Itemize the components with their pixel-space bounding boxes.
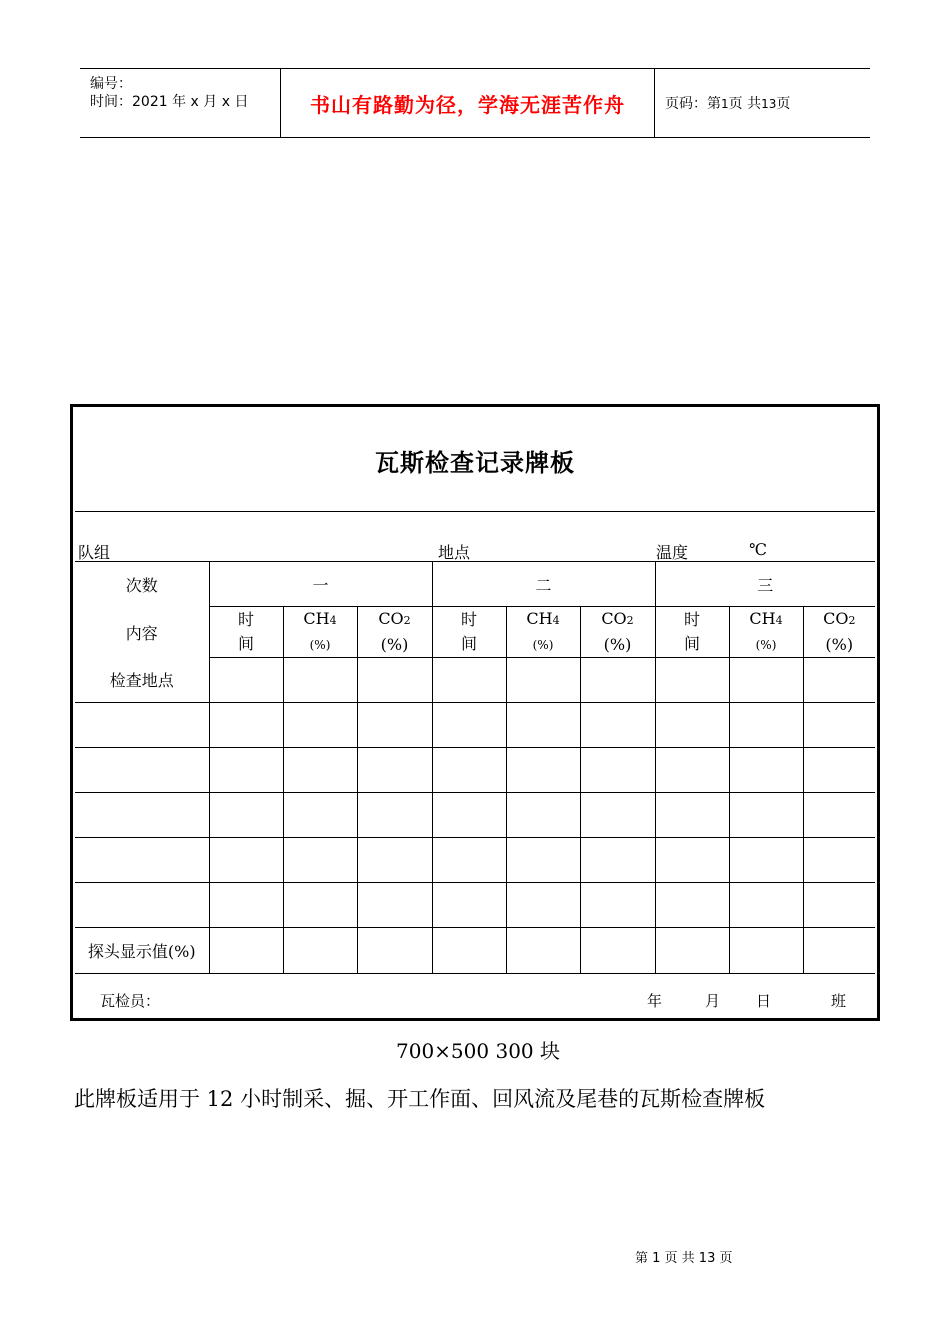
col-ch4: CH4 (%) — [729, 607, 803, 658]
header-page-info — [655, 69, 870, 137]
day-label: 日 — [756, 992, 772, 1010]
header-motto-cell — [281, 69, 655, 137]
table-row — [75, 838, 875, 883]
document-header — [80, 68, 870, 138]
month-label: 月 — [705, 992, 721, 1010]
number-label: 编号： — [90, 76, 132, 92]
round-1: 一 — [209, 562, 432, 607]
temperature-label: 温度 — [656, 543, 689, 562]
board-title-row — [75, 409, 875, 512]
col-ch4: CH4 (%) — [506, 607, 580, 658]
page-info: 页码：第1页 共13页 — [665, 96, 791, 112]
table-row — [75, 883, 875, 928]
table-row — [75, 748, 875, 793]
probe-row — [75, 928, 875, 974]
board-title: 瓦斯检查记录牌板 — [375, 447, 575, 477]
board-spec: 700×500 300 块 — [396, 1039, 560, 1063]
col-time: 时 间 — [655, 607, 729, 658]
col-time: 时 间 — [432, 607, 506, 658]
header-meta — [80, 69, 281, 137]
check-point-label: 检查地点 — [75, 658, 209, 703]
table-row — [75, 703, 875, 748]
team-label: 队组 — [78, 543, 111, 562]
record-table — [75, 561, 875, 974]
inspector-label: 瓦检员： — [100, 992, 161, 1010]
round-3: 三 — [655, 562, 875, 607]
year-label: 年 — [647, 992, 663, 1010]
board-description: 此牌板适用于 12 小时制采、掘、开工作面、回风流及尾巷的瓦斯检查牌板 — [74, 1087, 766, 1111]
col-time: 时 间 — [209, 607, 283, 658]
col-ch4: CH4 (%) — [283, 607, 357, 658]
content-label: 内容 — [75, 607, 209, 658]
col-co2: CO2 (%) — [580, 607, 655, 658]
column-header-row — [75, 607, 875, 658]
col-co2: CO2 (%) — [357, 607, 432, 658]
shift-label: 班 — [831, 992, 847, 1010]
round-2: 二 — [432, 562, 655, 607]
motto-text: 书山有路勤为径，学海无涯苦作舟 — [310, 92, 625, 117]
probe-label: 探头显示值(%) — [75, 928, 209, 974]
location-label: 地点 — [438, 543, 471, 562]
page-footer: 第 1 页 共 13 页 — [635, 1251, 733, 1266]
col-co2: CO2 (%) — [803, 607, 875, 658]
gas-check-board — [70, 404, 880, 1021]
temperature-unit: ℃ — [749, 540, 767, 559]
table-row — [75, 658, 875, 703]
rounds-row — [75, 562, 875, 607]
time-label: 时间：2021 年 x 月 x 日 — [90, 94, 249, 110]
table-row — [75, 793, 875, 838]
count-label: 次数 — [75, 562, 209, 607]
